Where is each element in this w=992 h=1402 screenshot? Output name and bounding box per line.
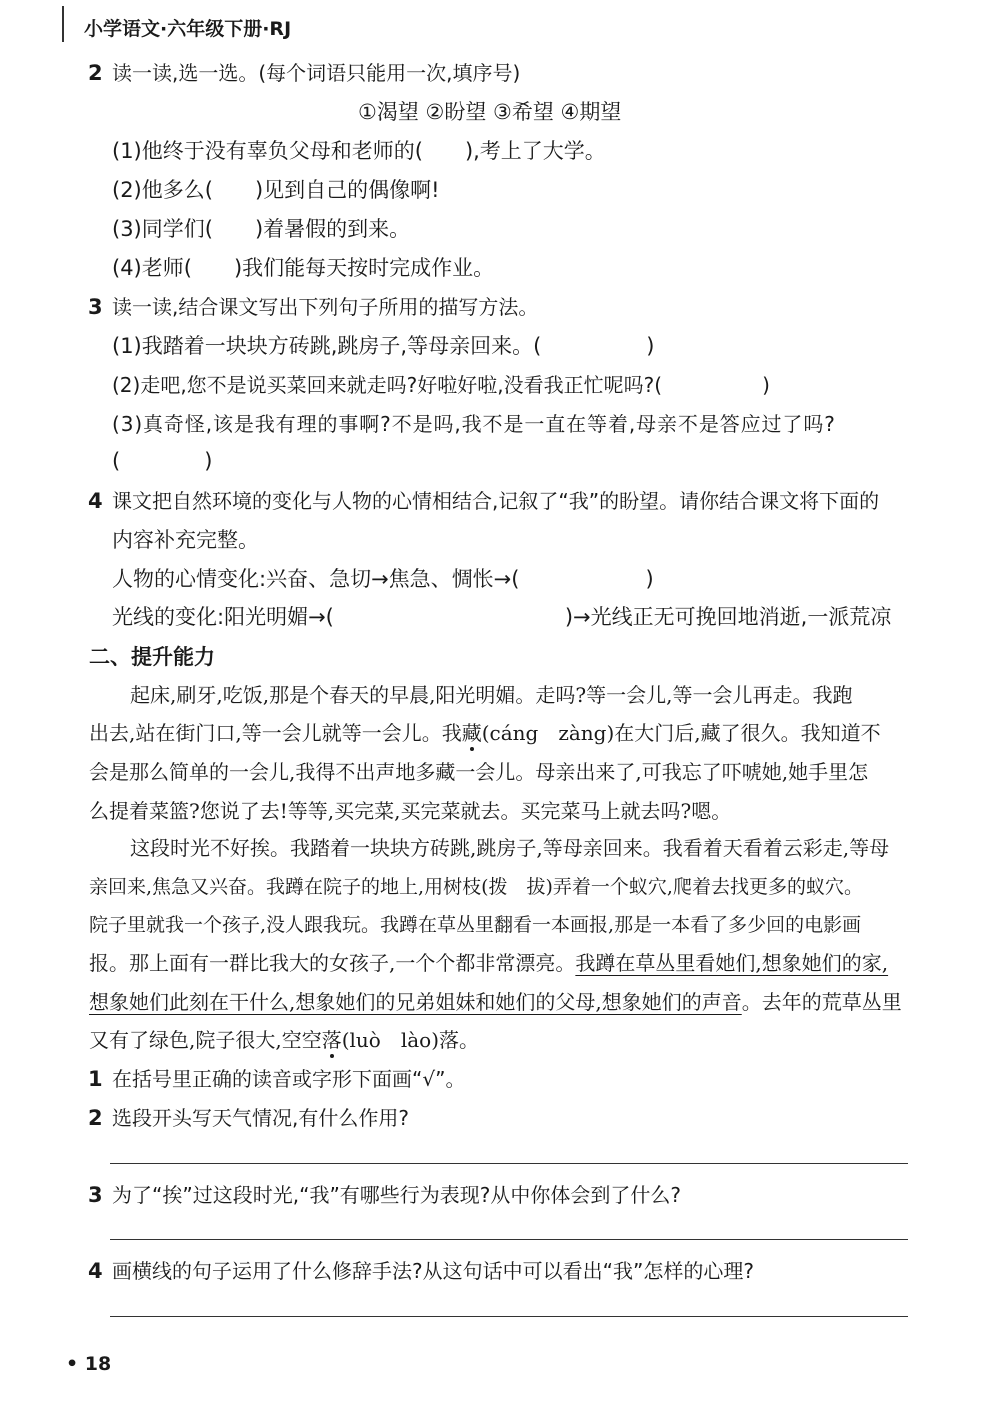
- q4-mood-change: 人物的心情变化:兴奋、急切→焦急、惆怅→( ): [112, 567, 654, 591]
- page-number: • 18: [66, 1353, 112, 1375]
- q4-prompt-line2: 内容补充完整。: [112, 528, 259, 552]
- passage-p1-line4: 么提着菜篮?您说了去!等等,买完菜,买完菜就去。买完菜马上就去吗?嗯。: [89, 799, 732, 823]
- passage-p2-line4: 报。那上面有一群比我大的女孩子,一个个都非常漂亮。我蹲在草丛里看她们,想象她们的家,: [89, 951, 889, 975]
- q3-number: 3: [88, 295, 103, 319]
- q4-prompt-line1: 课文把自然环境的变化与人物的心情相结合,记叙了“我”的盼望。请你结合课文将下面的: [112, 489, 880, 513]
- underlined-sentence-part1: 我蹲在草丛里看她们,想象她们的家,: [575, 951, 889, 975]
- passage-p2-line5: 想象她们此刻在干什么,想象她们的兄弟姐妹和她们的父母,想象她们的声音。去年的荒草丛里: [89, 990, 902, 1014]
- underlined-sentence-part2: 想象她们此刻在干什么,想象她们的兄弟姐妹和她们的父母,想象她们的声音: [89, 990, 742, 1014]
- answer-line-2[interactable]: [110, 1163, 908, 1164]
- passage-p2-line2: 亲回来,焦急又兴奋。我蹲在院子的地上,用树枝(拨 拔)弄着一个蚁穴,爬着去找更多的蚁穴。: [89, 876, 863, 898]
- passage-p1-line3: 会是那么简单的一会儿,我得不出声地多藏一会儿。母亲出来了,可我忘了吓唬她,她手里怎: [89, 760, 869, 784]
- q4-light-change: 光线的变化:阳光明媚→( )→光线正无可挽回地消逝,一派荒凉: [112, 605, 892, 629]
- q3-item-2: (2)走吧,您不是说买菜回来就走吗?好啦好啦,没看我正忙呢吗?( ): [112, 373, 770, 397]
- q3-item-3: (3)真奇怪,该是我有理的事啊?不是吗,我不是一直在等着,母亲不是答应过了吗?: [112, 412, 836, 436]
- q2-item-3: (3)同学们( )着暑假的到来。: [112, 217, 411, 241]
- passage-p1-line2: 出去,站在街门口,等一会儿就等一会儿。我藏(cáng zàng)在大门后,藏了很久。我知道不: [89, 721, 881, 745]
- header-divider: [62, 6, 64, 42]
- answer-line-3[interactable]: [110, 1239, 908, 1240]
- q2-options: ①渴望 ②盼望 ③希望 ④期望: [358, 100, 622, 124]
- q3-prompt: 读一读,结合课文写出下列句子所用的描写方法。: [112, 295, 539, 319]
- sub-q1-text: 在括号里正确的读音或字形下面画“√”。: [112, 1067, 466, 1091]
- section-title: 二、提升能力: [89, 645, 215, 669]
- sub-q3-text: 为了“挨”过这段时光,“我”有哪些行为表现?从中你体会到了什么?: [112, 1183, 682, 1207]
- sub-q2-number: 2: [88, 1106, 103, 1130]
- dotted-char-luo: 落: [321, 1028, 342, 1052]
- q2-prompt: 读一读,选一选。(每个词语只能用一次,填序号): [112, 61, 521, 85]
- passage-p2-line3: 院子里就我一个孩子,没人跟我玩。我蹲在草丛里翻看一本画报,那是一本看了多少回的电影画: [89, 914, 862, 936]
- q3-item-1: (1)我踏着一块块方砖跳,跳房子,等母亲回来。( ): [112, 334, 655, 358]
- passage-p1-line1: 起床,刷牙,吃饭,那是个春天的早晨,阳光明媚。走吗?等一会儿,等一会儿再走。我跑: [130, 683, 853, 707]
- q2-item-2: (2)他多么( )见到自己的偶像啊!: [112, 178, 440, 202]
- passage-p2-line6: 又有了绿色,院子很大,空空落(luò lào)落。: [89, 1028, 480, 1052]
- q2-item-4: (4)老师( )我们能每天按时完成作业。: [112, 256, 495, 280]
- sub-q1-number: 1: [88, 1067, 103, 1091]
- answer-line-4[interactable]: [110, 1316, 908, 1317]
- q2-item-1: (1)他终于没有辜负父母和老师的( ),考上了大学。: [112, 139, 606, 163]
- sub-q4-number: 4: [88, 1259, 103, 1283]
- page-header: 小学语文·六年级下册·RJ: [84, 18, 292, 40]
- passage-p2-line1: 这段时光不好挨。我踏着一块块方砖跳,跳房子,等母亲回来。我看着天看着云彩走,等母: [130, 836, 890, 860]
- sub-q3-number: 3: [88, 1183, 103, 1207]
- sub-q4-text: 画横线的句子运用了什么修辞手法?从这句话中可以看出“我”怎样的心理?: [112, 1259, 754, 1283]
- dotted-char-cang: 藏: [461, 721, 482, 745]
- sub-q2-text: 选段开头写天气情况,有什么作用?: [112, 1106, 409, 1130]
- q4-number: 4: [88, 489, 103, 513]
- q2-number: 2: [88, 61, 103, 85]
- q3-item-3-blank: ( ): [112, 449, 213, 473]
